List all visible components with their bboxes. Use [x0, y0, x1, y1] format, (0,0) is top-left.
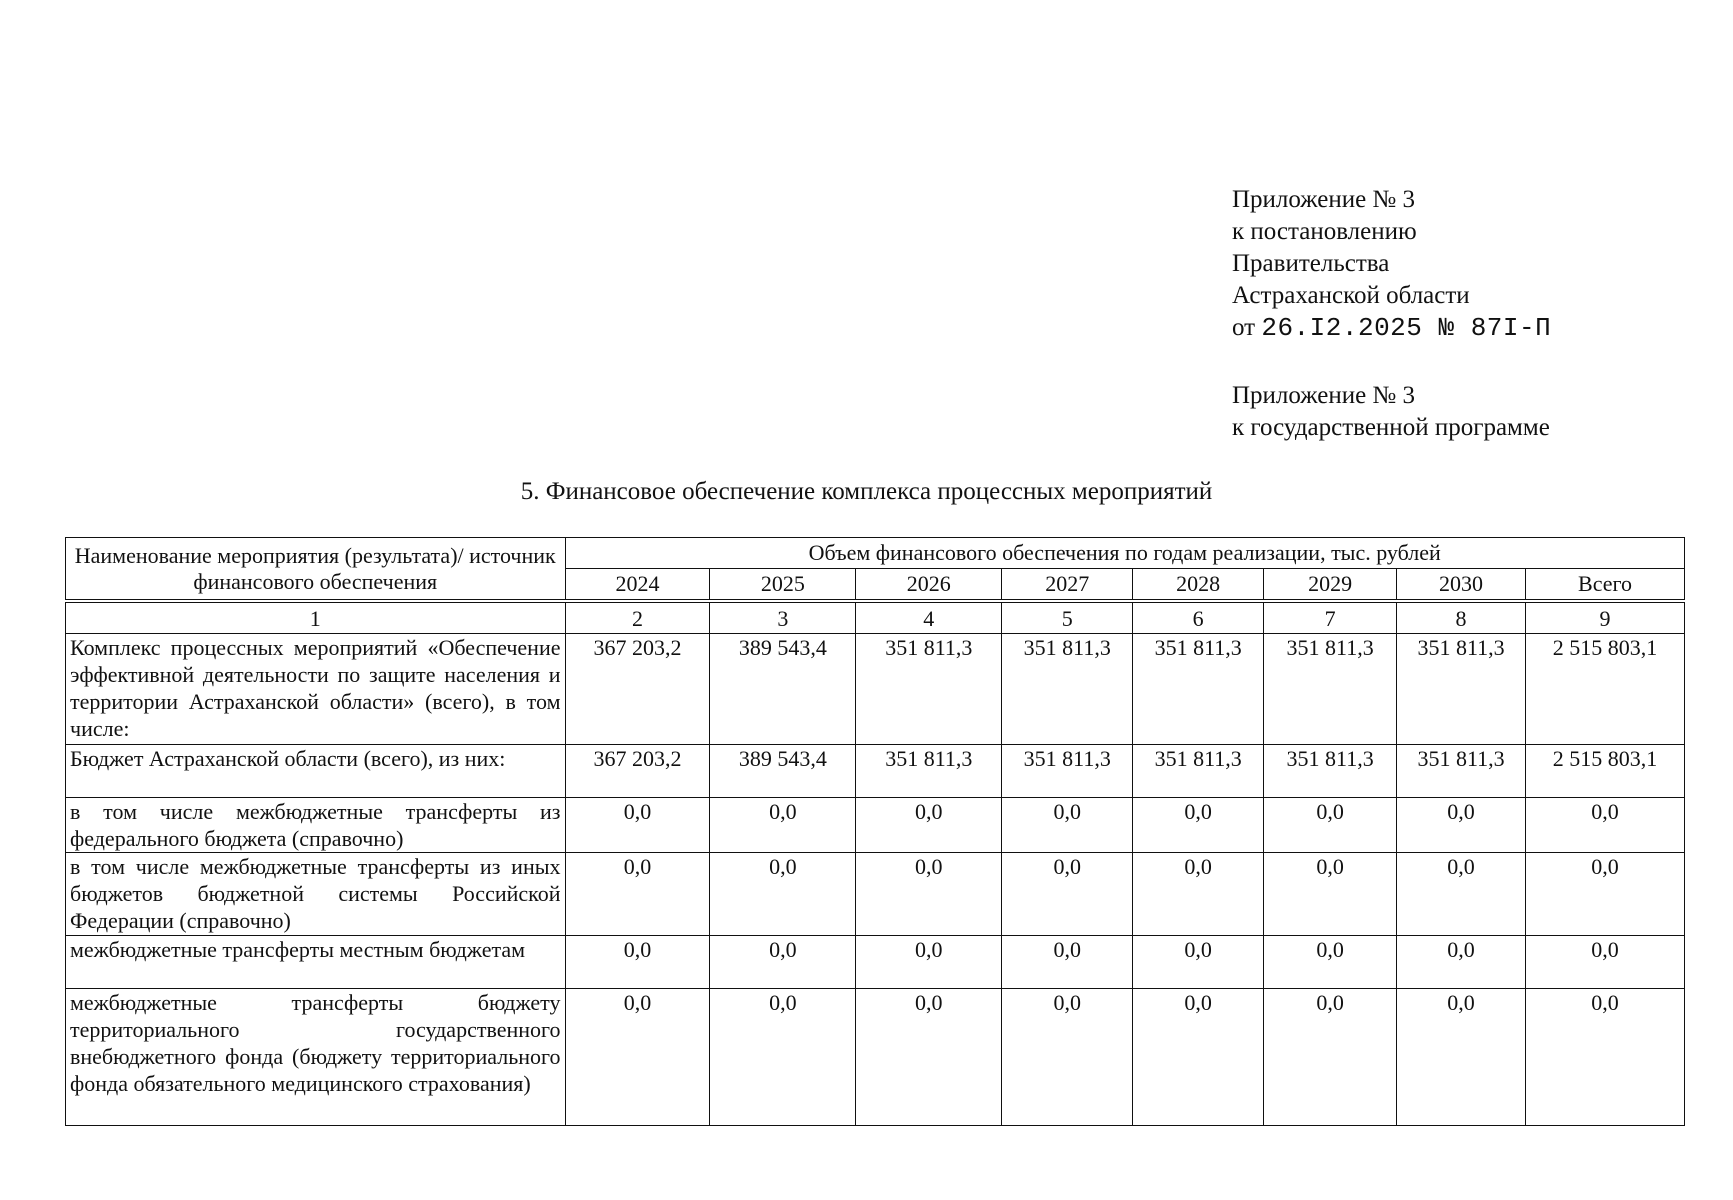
year-header: 2027: [1002, 569, 1133, 602]
column-number: 7: [1264, 601, 1397, 634]
year-header: 2025: [710, 569, 856, 602]
value-cell: 0,0: [710, 853, 856, 936]
value-cell: 351 811,3: [1002, 634, 1133, 745]
value-cell: 0,0: [1397, 853, 1526, 936]
value-cell: 0,0: [565, 853, 710, 936]
value-cell: 0,0: [1133, 936, 1264, 989]
table-row: [66, 745, 1685, 798]
row-name: Комплекс процессных мероприятий «Обеспечение эффективной деятельности по защите населения и территории Астраханской области» (всего), в том числе:: [66, 634, 566, 745]
value-cell: 0,0: [856, 853, 1002, 936]
value-cell: 351 811,3: [1002, 745, 1133, 798]
value-cell: 0,0: [856, 798, 1002, 853]
value-cell: 351 811,3: [856, 745, 1002, 798]
value-cell: 0,0: [856, 936, 1002, 989]
value-cell: 0,0: [710, 936, 856, 989]
value-cell: 0,0: [1002, 853, 1133, 936]
total-cell: 0,0: [1526, 989, 1685, 1126]
year-header: 2024: [565, 569, 710, 602]
value-cell: 0,0: [1133, 798, 1264, 853]
value-cell: 0,0: [710, 989, 856, 1126]
value-cell: 351 811,3: [1397, 634, 1526, 745]
row-name: межбюджетные трансферты бюджету территориального государственного внебюджетного фонда (бюджету территориального фонда обязательного медицинского страхования): [66, 989, 566, 1126]
value-cell: 0,0: [710, 798, 856, 853]
row-name: в том числе межбюджетные трансферты из федерального бюджета (справочно): [66, 798, 566, 853]
year-header: 2029: [1264, 569, 1397, 602]
value-cell: 0,0: [1397, 798, 1526, 853]
value-cell: 351 811,3: [1133, 634, 1264, 745]
appendix-to-resolution: к постановлению: [1232, 218, 1417, 245]
table-row: [66, 634, 1685, 745]
column-number: 1: [66, 601, 566, 634]
value-cell: 0,0: [1002, 798, 1133, 853]
value-cell: 0,0: [856, 989, 1002, 1126]
resolution-date-line: [1232, 312, 1551, 344]
total-cell: 2 515 803,1: [1526, 634, 1685, 745]
total-cell: 0,0: [1526, 853, 1685, 936]
row-name: Бюджет Астраханской области (всего), из них:: [66, 745, 566, 798]
column-number: 4: [856, 601, 1002, 634]
value-cell: 0,0: [1133, 989, 1264, 1126]
appendix-resolution-block: [1232, 184, 1551, 344]
value-cell: 0,0: [1264, 798, 1397, 853]
appendix-program-block: [1232, 380, 1550, 444]
table-row: [66, 798, 1685, 853]
column-number: 5: [1002, 601, 1133, 634]
row-name: межбюджетные трансферты местным бюджетам: [66, 936, 566, 989]
column-number: 6: [1133, 601, 1264, 634]
total-cell: 0,0: [1526, 936, 1685, 989]
total-cell: 0,0: [1526, 798, 1685, 853]
column-number: 2: [565, 601, 710, 634]
value-cell: 351 811,3: [856, 634, 1002, 745]
value-cell: 351 811,3: [1264, 745, 1397, 798]
row-name: в том числе межбюджетные трансферты из иных бюджетов бюджетной системы Российской Федерации (справочно): [66, 853, 566, 936]
value-cell: 351 811,3: [1133, 745, 1264, 798]
value-cell: 0,0: [1397, 989, 1526, 1126]
value-cell: 367 203,2: [565, 634, 710, 745]
value-cell: 0,0: [1133, 853, 1264, 936]
value-cell: 0,0: [1397, 936, 1526, 989]
header-volume-cell: Объем финансового обеспечения по годам реализации, тыс. рублей: [565, 538, 1685, 569]
value-cell: 0,0: [1002, 936, 1133, 989]
table-row: [66, 989, 1685, 1126]
value-cell: 0,0: [565, 798, 710, 853]
value-cell: 351 811,3: [1264, 634, 1397, 745]
column-number: 8: [1397, 601, 1526, 634]
appendix-to-program: к государственной программе: [1232, 414, 1550, 441]
year-header: 2028: [1133, 569, 1264, 602]
total-header: Всего: [1526, 569, 1685, 602]
value-cell: 351 811,3: [1397, 745, 1526, 798]
year-header: 2030: [1397, 569, 1526, 602]
column-number: 3: [710, 601, 856, 634]
value-cell: 0,0: [565, 936, 710, 989]
appendix-number-2: Приложение № 3: [1232, 382, 1416, 409]
value-cell: 389 543,4: [710, 745, 856, 798]
column-number: 9: [1526, 601, 1685, 634]
column-number-row: [66, 601, 1685, 634]
value-cell: 0,0: [1264, 853, 1397, 936]
value-cell: 0,0: [1264, 936, 1397, 989]
header-name-cell: Наименование мероприятия (результата)/ источник финансового обеспечения: [66, 538, 566, 602]
total-cell: 2 515 803,1: [1526, 745, 1685, 798]
value-cell: 367 203,2: [565, 745, 710, 798]
appendix-government: Правительства: [1232, 250, 1390, 277]
value-cell: 0,0: [1264, 989, 1397, 1126]
table-row: [66, 936, 1685, 989]
year-header: 2026: [856, 569, 1002, 602]
section-title: 5. Финансовое обеспечение комплекса процессных мероприятий: [520, 478, 1213, 505]
appendix-number: Приложение № 3: [1232, 186, 1416, 213]
value-cell: 389 543,4: [710, 634, 856, 745]
appendix-region: Астраханской области: [1232, 282, 1470, 309]
value-cell: 0,0: [565, 989, 710, 1126]
date-number-stamp: 26.I2.2025 № 87I-П: [1261, 313, 1552, 343]
financing-table: [65, 537, 1685, 1126]
value-cell: 0,0: [1002, 989, 1133, 1126]
date-prefix: от: [1232, 314, 1256, 341]
table-row: [66, 853, 1685, 936]
